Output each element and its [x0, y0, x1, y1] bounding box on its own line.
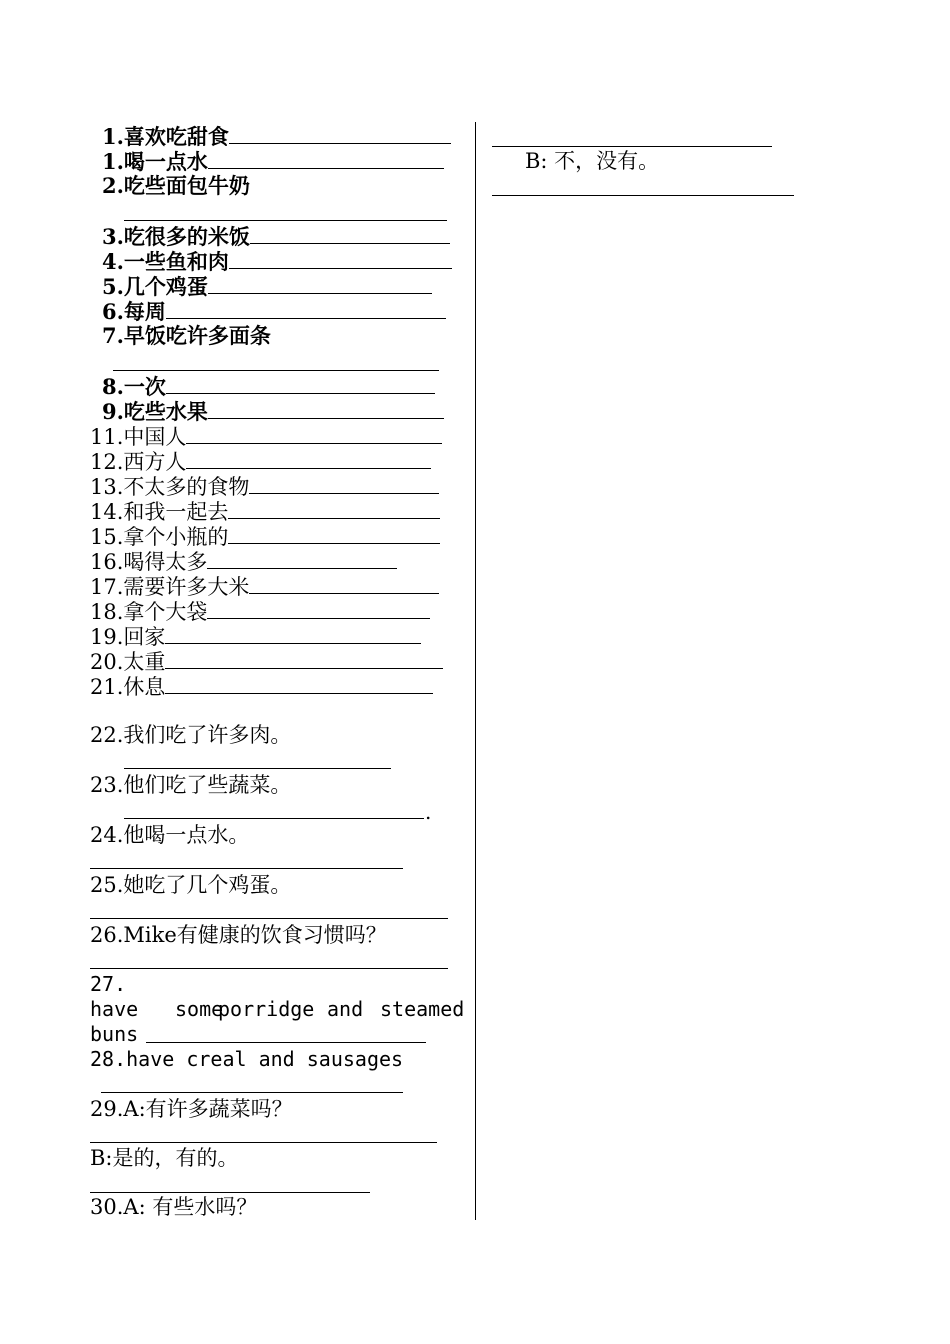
answer-blank[interactable] — [186, 448, 431, 469]
answer-line[interactable] — [492, 195, 794, 196]
answer-blank[interactable] — [186, 423, 442, 444]
answer-blank[interactable] — [208, 398, 444, 419]
item-22 — [90, 723, 291, 748]
item-7 — [102, 323, 271, 348]
item-label: 26.Mike有健康的饮食习惯吗？ — [90, 923, 387, 947]
item-label: 30.A: 有些水吗？ — [90, 1195, 258, 1219]
item-4 — [102, 248, 452, 274]
item-label: 3.吃很多的米饭 — [102, 224, 250, 249]
item-1b — [102, 148, 444, 174]
item-19 — [90, 623, 421, 650]
period: . — [425, 800, 432, 824]
item-label: 4.一些鱼和肉 — [102, 249, 229, 274]
item-label: 24.他喝一点水。 — [90, 823, 250, 847]
item-label: 1.喝一点水 — [102, 149, 208, 174]
item-15 — [90, 523, 440, 550]
item-29-b — [90, 1146, 239, 1171]
item-label: 9.吃些水果 — [102, 399, 208, 424]
item-label: 25.她吃了几个鸡蛋。 — [90, 873, 292, 897]
answer-blank[interactable] — [249, 473, 439, 494]
item-label: B: 不，没有。 — [525, 149, 660, 173]
item-label: 5.几个鸡蛋 — [102, 274, 208, 299]
answer-blank[interactable] — [229, 123, 451, 144]
item-6 — [102, 298, 446, 324]
item-11 — [90, 423, 442, 450]
answer-blank[interactable] — [166, 298, 446, 319]
item-label: 17.需要许多大米 — [90, 575, 250, 599]
answer-blank[interactable] — [166, 373, 435, 394]
answer-line[interactable] — [101, 1092, 403, 1093]
item-27 — [90, 972, 126, 997]
answer-blank[interactable] — [249, 573, 439, 594]
answer-line[interactable] — [492, 146, 772, 147]
answer-blank[interactable] — [165, 648, 443, 669]
item-label: 14.和我一起去 — [90, 500, 229, 524]
answer-line[interactable] — [90, 968, 448, 969]
item-16 — [90, 548, 397, 575]
item-17 — [90, 573, 439, 600]
item-label: 2.吃些面包牛奶 — [102, 173, 250, 198]
answer-line[interactable] — [124, 818, 424, 819]
item-18 — [90, 598, 430, 625]
item-label: 13.不太多的食物 — [90, 475, 250, 499]
item-label: 19.回家 — [90, 625, 166, 649]
answer-blank[interactable] — [208, 148, 444, 169]
item-21 — [90, 673, 433, 700]
answer-blank[interactable] — [165, 673, 433, 694]
item-14 — [90, 498, 440, 525]
item-24 — [90, 823, 249, 848]
item-27-word: and — [327, 997, 364, 1021]
column-divider — [475, 122, 476, 1220]
item-26 — [90, 923, 387, 948]
item-27-word: have — [90, 997, 139, 1021]
item-label: 23.他们吃了些蔬菜。 — [90, 773, 292, 797]
item-label: 6.每周 — [102, 299, 166, 324]
item-label: 1.喜欢吃甜食 — [102, 124, 229, 149]
item-label: 16.喝得太多 — [90, 550, 208, 574]
item-23 — [90, 773, 291, 798]
item-25 — [90, 873, 291, 898]
item-label: 28.have creal and sausages — [90, 1047, 404, 1071]
item-12 — [90, 448, 431, 475]
item-label: 18.拿个大袋 — [90, 600, 208, 624]
item-30 — [90, 1195, 257, 1220]
answer-blank[interactable] — [207, 548, 397, 569]
item-30-b — [525, 149, 659, 174]
item-3 — [102, 223, 450, 249]
item-8 — [102, 373, 435, 399]
answer-line[interactable] — [90, 918, 448, 919]
item-27-word: steamed — [380, 997, 465, 1021]
item-27-word: buns — [90, 1022, 139, 1046]
item-label: 15.拿个小瓶的 — [90, 525, 229, 549]
item-label: 21.休息 — [90, 675, 166, 699]
item-5 — [102, 273, 432, 299]
item-label: 11.中国人 — [90, 425, 187, 449]
item-label: 20.太重 — [90, 650, 166, 674]
item-label: 22.我们吃了许多肉。 — [90, 723, 292, 747]
answer-line[interactable] — [113, 370, 439, 371]
item-label: 12.西方人 — [90, 450, 187, 474]
answer-blank[interactable] — [208, 273, 432, 294]
item-label: B:是的，有的。 — [90, 1146, 239, 1170]
answer-blank[interactable] — [207, 598, 430, 619]
item-27-word: porridge — [218, 997, 315, 1021]
item-2 — [102, 173, 250, 198]
answer-line[interactable] — [90, 868, 403, 869]
item-label: 8.一次 — [102, 374, 166, 399]
answer-blank[interactable] — [228, 498, 440, 519]
item-28 — [90, 1047, 403, 1072]
answer-blank[interactable] — [229, 248, 452, 269]
answer-line[interactable] — [124, 768, 391, 769]
item-27-word: some — [175, 997, 224, 1021]
answer-blank[interactable] — [250, 223, 450, 244]
item-9 — [102, 398, 444, 424]
item-1a — [102, 123, 451, 149]
item-label: 29.A:有许多蔬菜吗？ — [90, 1097, 293, 1121]
answer-blank[interactable] — [165, 623, 421, 644]
item-29 — [90, 1097, 293, 1122]
answer-line[interactable] — [146, 1042, 426, 1043]
item-label: 27. — [90, 972, 127, 996]
answer-blank[interactable] — [228, 523, 440, 544]
answer-line[interactable] — [90, 1192, 370, 1193]
answer-line[interactable] — [90, 1142, 437, 1143]
item-13 — [90, 473, 439, 500]
answer-line[interactable] — [124, 220, 447, 221]
item-20 — [90, 648, 443, 675]
item-label: 7.早饭吃许多面条 — [102, 323, 271, 348]
